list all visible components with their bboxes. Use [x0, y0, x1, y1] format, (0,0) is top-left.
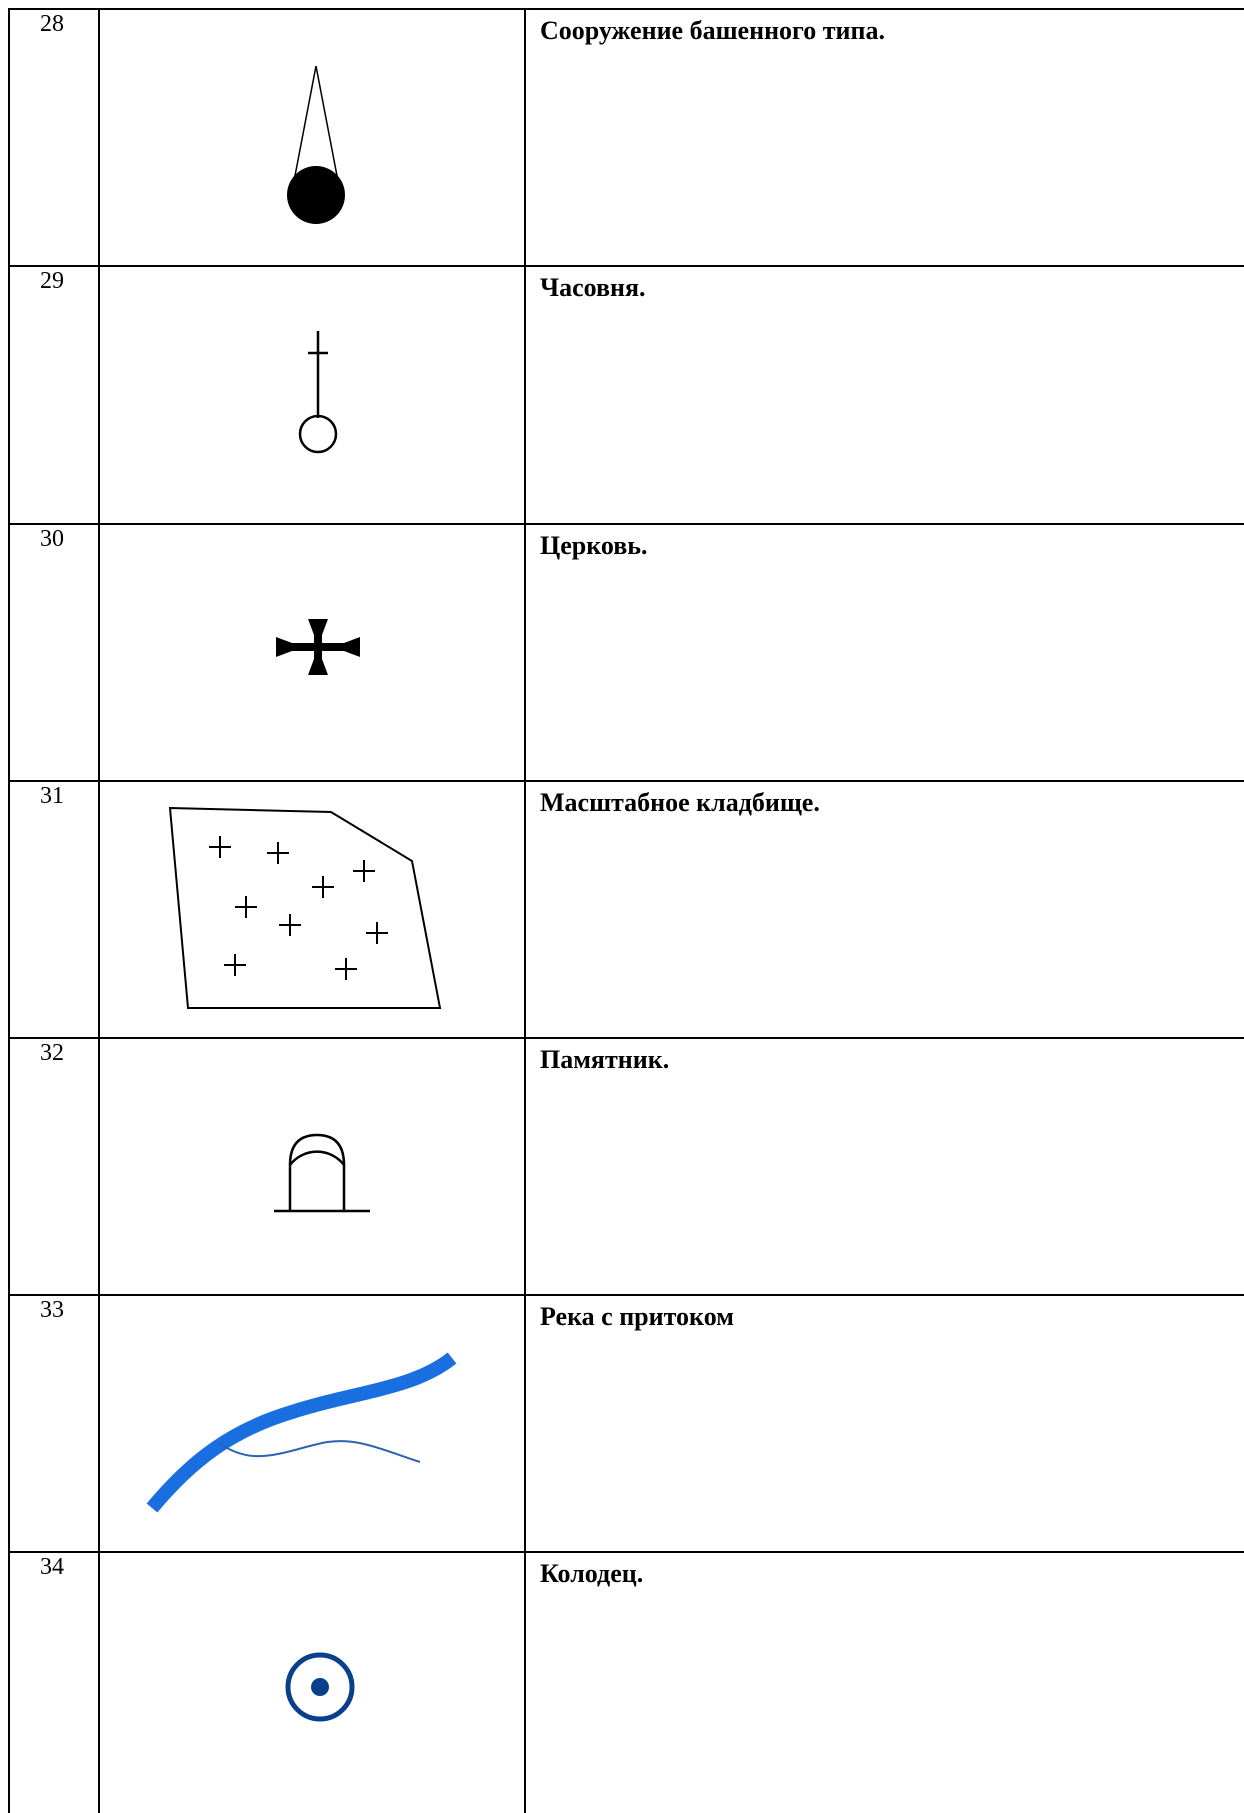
table-row	[8, 780, 1244, 1037]
church-icon	[122, 529, 532, 779]
table-row	[8, 1551, 1244, 1813]
symbol-description: Сооружение башенного типа.	[540, 16, 885, 45]
row-number: 28	[40, 11, 64, 37]
table-row	[8, 8, 1244, 265]
chapel-icon	[122, 271, 532, 521]
legend-table	[8, 8, 1244, 1813]
row-number: 32	[40, 1040, 64, 1066]
symbol-description: Церковь.	[540, 531, 648, 560]
row-number: 33	[40, 1297, 64, 1323]
symbol-description: Часовня.	[540, 273, 646, 302]
tower-structure-icon	[122, 14, 532, 264]
symbol-description: Масштабное кладбище.	[540, 788, 820, 817]
cemetery-icon	[122, 786, 532, 1036]
table-row	[8, 523, 1244, 780]
row-number: 31	[40, 783, 64, 809]
table-row	[8, 265, 1244, 523]
river-with-tributary-icon	[122, 1300, 532, 1550]
well-icon	[122, 1557, 532, 1807]
row-number: 34	[40, 1554, 64, 1580]
symbol-description: Колодец.	[540, 1559, 644, 1588]
monument-icon	[122, 1043, 532, 1293]
row-number: 30	[40, 526, 64, 552]
table-row	[8, 1294, 1244, 1551]
symbol-description: Река с притоком	[540, 1302, 734, 1331]
table-row	[8, 1037, 1244, 1294]
symbol-description: Памятник.	[540, 1045, 670, 1074]
row-number: 29	[40, 268, 64, 294]
